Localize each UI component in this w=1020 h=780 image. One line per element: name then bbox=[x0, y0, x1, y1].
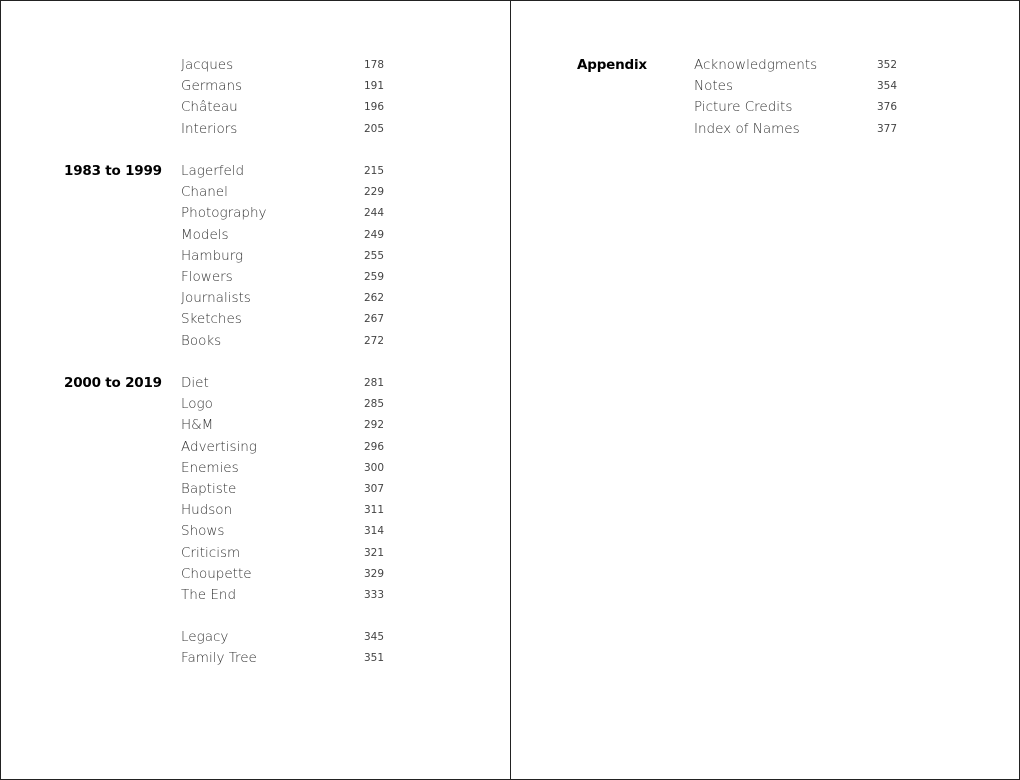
entry-title: Baptiste bbox=[181, 480, 237, 497]
entry-title: Enemies bbox=[181, 459, 239, 476]
entry-page-number: 229 bbox=[364, 186, 385, 199]
entry-title: Château bbox=[181, 99, 238, 116]
entry-title: Choupette bbox=[181, 565, 252, 582]
entry-title: Hudson bbox=[181, 502, 233, 519]
entry-page-number: 292 bbox=[364, 419, 385, 432]
entry-page-number: 244 bbox=[364, 207, 385, 220]
entry-title: Lagerfeld bbox=[181, 163, 245, 179]
entry-title: Hamburg bbox=[181, 247, 244, 264]
entry-page-number: 191 bbox=[364, 80, 385, 93]
entry-page-number: 321 bbox=[364, 546, 385, 559]
entry-title: The End bbox=[181, 586, 237, 603]
entry-page-number: 376 bbox=[877, 101, 898, 114]
entry-page-number: 345 bbox=[364, 631, 385, 643]
entry-page-number: 311 bbox=[364, 504, 385, 517]
entry-page-number: 300 bbox=[364, 461, 385, 474]
entry-page-number: 377 bbox=[877, 122, 898, 135]
entry-page-number: 178 bbox=[364, 59, 385, 71]
entry-title: Acknowledgments bbox=[694, 57, 818, 73]
entry-title: H&M bbox=[181, 417, 214, 434]
entry-title: Jacques bbox=[181, 57, 234, 73]
entry-page-number: 255 bbox=[364, 249, 385, 262]
entry-page-number: 307 bbox=[364, 482, 385, 495]
entry-title: Sketches bbox=[181, 311, 242, 328]
entry-page-number: 262 bbox=[364, 292, 385, 305]
entry-title: Interiors bbox=[181, 120, 238, 137]
entry-title: Shows bbox=[181, 523, 225, 540]
entry-title: Diet bbox=[181, 375, 209, 391]
entry-page-number: 354 bbox=[877, 80, 898, 93]
entry-title: Notes bbox=[694, 78, 733, 95]
entry-page-number: 205 bbox=[364, 122, 385, 135]
entry-title: Family Tree bbox=[181, 650, 257, 667]
entry-page-number: 281 bbox=[364, 377, 385, 389]
entry-title: Models bbox=[181, 226, 229, 243]
entry-page-number: 196 bbox=[364, 101, 385, 114]
entry-title: Legacy bbox=[181, 629, 229, 645]
entry-title: Logo bbox=[181, 396, 213, 413]
entry-page-number: 249 bbox=[364, 228, 385, 241]
entry-page-number: 267 bbox=[364, 313, 385, 326]
entry-page-number: 285 bbox=[364, 398, 385, 411]
entry-title: Advertising bbox=[181, 438, 257, 455]
entry-page-number: 314 bbox=[364, 525, 385, 538]
entry-page-number: 296 bbox=[364, 440, 385, 453]
entry-page-number: 352 bbox=[877, 59, 898, 71]
entry-title: Criticism bbox=[181, 544, 241, 561]
entry-page-number: 329 bbox=[364, 567, 385, 580]
entry-title: Germans bbox=[181, 78, 243, 95]
entry-title: Journalists bbox=[181, 290, 251, 307]
entry-title: Index of Names bbox=[694, 120, 800, 137]
section-label: 1983 to 1999 bbox=[64, 163, 162, 179]
entry-title: Books bbox=[181, 332, 222, 349]
entry-page-number: 259 bbox=[364, 270, 385, 283]
section-label: Appendix bbox=[577, 57, 647, 73]
entry-page-number: 333 bbox=[364, 588, 385, 601]
entry-page-number: 272 bbox=[364, 334, 385, 347]
entry-title: Chanel bbox=[181, 184, 228, 201]
entry-title: Photography bbox=[181, 205, 267, 222]
entry-page-number: 215 bbox=[364, 165, 385, 177]
entry-title: Flowers bbox=[181, 268, 233, 285]
right-page bbox=[510, 0, 1020, 780]
section-label: 2000 to 2019 bbox=[64, 375, 162, 391]
entry-title: Picture Credits bbox=[694, 99, 793, 116]
entry-page-number: 351 bbox=[364, 652, 385, 665]
